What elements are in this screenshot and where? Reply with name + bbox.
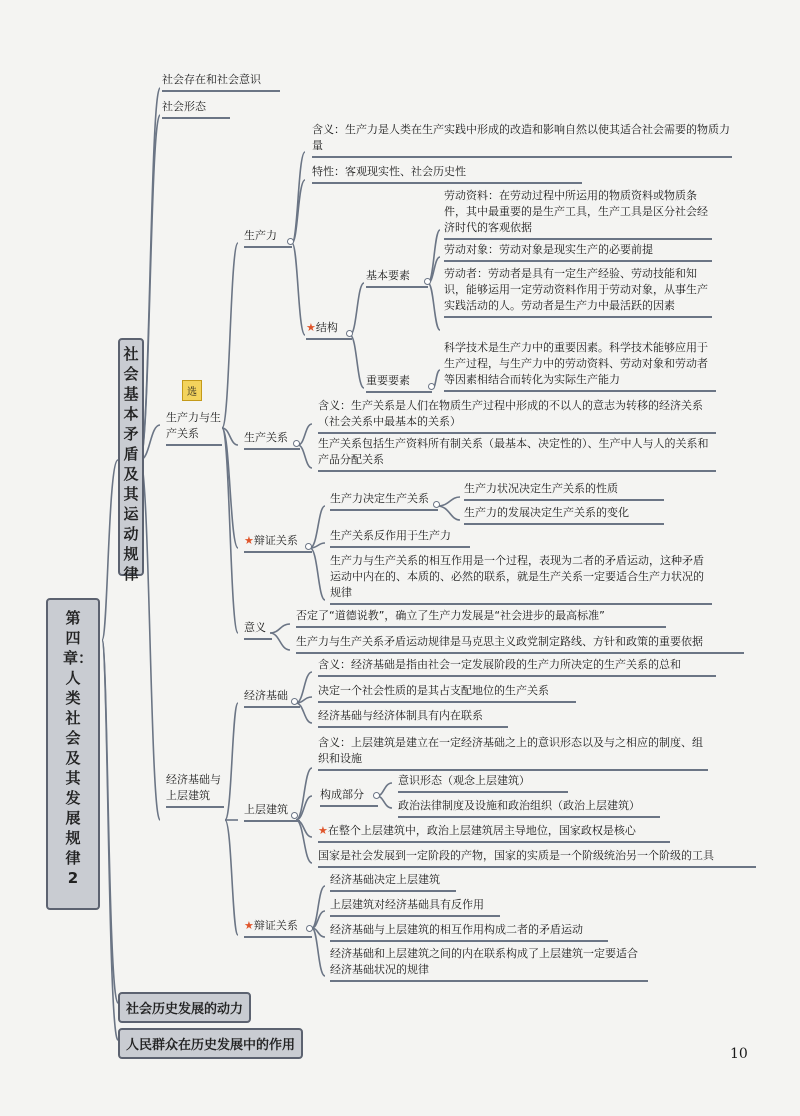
base-nature: 决定一个社会性质的是其占支配地位的生产关系 — [318, 683, 576, 703]
eb-title: 经济基础与上层建筑 — [166, 772, 224, 808]
pf-dialectic-label — [244, 533, 312, 553]
parts-label: 构成部分 — [320, 787, 378, 807]
super-def: 含义：上层建筑是建立在一定经济基础之上的意识形态以及与之相应的制度、组织和设施 — [318, 735, 708, 771]
collapse-dot — [346, 330, 353, 337]
super-dominant — [318, 823, 670, 843]
eb-dialectic-label — [244, 918, 312, 938]
base-def: 含义：经济基础是指由社会一定发展阶段的生产力所决定的生产关系的总和 — [318, 657, 716, 677]
pf-decides-nature: 生产力状况决定生产关系的性质 — [464, 481, 664, 501]
relations-content: 生产关系包括生产资料所有制关系（最基本、决定性的）、生产中人与人的关系和产品分配关系 — [318, 436, 716, 472]
chapter-box — [46, 598, 100, 910]
star-icon: ★ — [318, 824, 328, 837]
section-history-box: 社会历史发展的动力 — [118, 992, 251, 1023]
topic-social-form: 社会形态 — [162, 99, 230, 119]
base-system: 经济基础与经济体制具有内在联系 — [318, 708, 508, 728]
star-icon: ★ — [244, 534, 254, 547]
eb-dialectic-item-1: 经济基础决定上层建筑 — [330, 872, 456, 892]
eb-dialectic-item-3: 经济基础与上层建筑的相互作用构成二者的矛盾运动 — [330, 922, 608, 942]
star-icon: ★ — [306, 321, 316, 334]
collapse-dot — [291, 812, 298, 819]
collapse-dot — [305, 543, 312, 550]
star-icon: ★ — [244, 919, 254, 932]
relations-label: 生产关系 — [244, 430, 300, 450]
important-elements-label: 重要要素 — [366, 373, 432, 393]
collapse-dot — [373, 792, 380, 799]
basic-item-object: 劳动对象：劳动对象是现实生产的必要前提 — [444, 242, 712, 262]
super-state: 国家是社会发展到一定阶段的产物，国家的实质是一个阶级统治另一个阶级的工具 — [318, 848, 756, 868]
eb-dialectic-item-2: 上层建筑对经济基础具有反作用 — [330, 897, 500, 917]
collapse-dot — [428, 383, 435, 390]
topic-social-existence: 社会存在和社会意识 — [162, 72, 280, 92]
pf-reacts: 生产关系反作用于生产力 — [330, 528, 470, 548]
basic-item-laborer: 劳动者：劳动者是具有一定生产经验、劳动技能和知识，能够运用一定劳动资料作用于劳动对象，从事生产实践活动的人。劳动者是生产力中最活跃的因素 — [444, 266, 712, 318]
collapse-dot — [433, 501, 440, 508]
meaning-item-1: 否定了“道德说教”，确立了生产力发展是“社会进步的最高标准” — [296, 608, 666, 628]
collapse-dot — [293, 440, 300, 447]
meaning-label: 意义 — [244, 620, 272, 640]
super-dominant-text: 在整个上层建筑中，政治上层建筑居主导地位，国家政权是核心 — [327, 824, 636, 837]
important-elements-text: 科学技术是生产力中的重要因素。科学技术能够应用于生产过程，与生产力中的劳动资料、劳动对象和劳动者等因素相结合而转化为实际生产能力 — [444, 340, 716, 392]
basic-item-tools: 劳动资料：在劳动过程中所运用的物质资料或物质条件，其中最重要的是生产工具，生产工具是区分社会经济时代的客观依据 — [444, 188, 712, 240]
chapter-title: 第四章：人类社会及其发展规律2 — [63, 609, 94, 887]
pf-process: 生产力与生产关系的相互作用是一个过程，表现为二者的矛盾运动，这种矛盾运动中内在的、本质的、必然的联系，就是生产关系一定要适合生产力状况的规律 — [330, 553, 712, 605]
section-main-box — [118, 338, 144, 583]
pf-decides-change: 生产力的发展决定生产关系的变化 — [464, 505, 664, 525]
collapse-dot — [287, 238, 294, 245]
productivity-label: 生产力 — [244, 228, 292, 248]
eb-dialectic-item-4: 经济基础和上层建筑之间的内在联系构成了上层建筑一定要适合经济基础状况的规律 — [330, 946, 648, 982]
base-label: 经济基础 — [244, 688, 300, 708]
super-label: 上层建筑 — [244, 802, 300, 822]
parts-ideology: 意识形态（观念上层建筑） — [398, 773, 568, 793]
pf-dialectic-text: 辩证关系 — [253, 534, 298, 547]
section-people-box: 人民群众在历史发展中的作用 — [118, 1028, 303, 1059]
relations-def: 含义：生产关系是人们在物质生产过程中形成的不以人的意志为转移的经济关系（社会关系中最基本的关系） — [318, 398, 716, 434]
eb-dialectic-text: 辩证关系 — [253, 919, 298, 932]
productivity-def: 含义：生产力是人类在生产实践中形成的改造和影响自然以使其适合社会需要的物质力量 — [312, 122, 732, 158]
structure-label — [306, 320, 352, 340]
meaning-item-2: 生产力与生产关系矛盾运动规律是马克思主义政党制定路线、方针和政策的重要依据 — [296, 634, 744, 654]
collapse-dot — [306, 925, 313, 932]
section-main-title: 社会基本矛盾及其运动规律 — [123, 345, 139, 583]
pf-decides: 生产力决定生产关系 — [330, 491, 438, 511]
pf-title: 生产力与生产关系 — [166, 410, 222, 446]
collapse-dot — [424, 278, 431, 285]
parts-political: 政治法律制度及设施和政治组织（政治上层建筑） — [398, 798, 660, 818]
productivity-traits: 特性：客观现实性、社会历史性 — [312, 164, 582, 184]
basic-elements-label: 基本要素 — [366, 268, 428, 288]
collapse-dot — [291, 698, 298, 705]
select-tag: 选 — [182, 380, 202, 401]
structure-text: 结构 — [315, 321, 338, 334]
page-number: 10 — [730, 1046, 748, 1062]
